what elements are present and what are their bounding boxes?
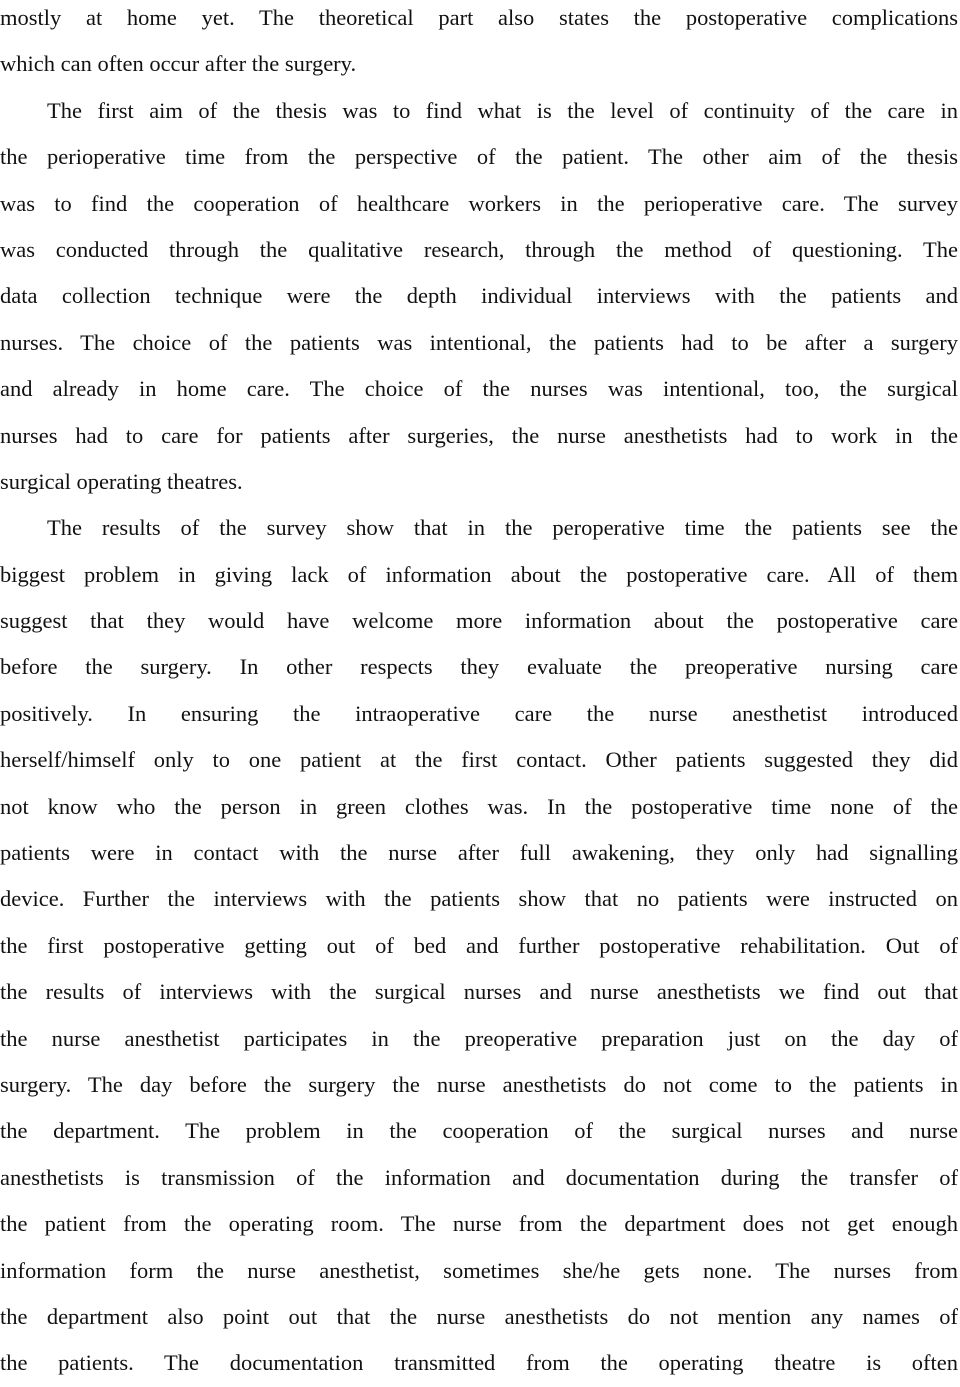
text-line: the patient from the operating room. The nurse from the department does not get enough	[0, 1211, 958, 1237]
text-line: biggest problem in giving lack of information about the postoperative care. All of them	[0, 561, 958, 587]
text-line: data collection technique were the depth individual interviews with the patients and	[0, 283, 958, 309]
text-line: surgical operating theatres.	[0, 468, 243, 494]
text-line: the department. The problem in the cooperation of the surgical nurses and nurse	[0, 1118, 958, 1144]
text-line: the department also point out that the nurse anesthetists do not mention any names of	[0, 1303, 958, 1329]
text-line: not know who the person in green clothes was. In the postoperative time none of the	[0, 793, 958, 819]
text-line: the results of interviews with the surgical nurses and nurse anesthetists we find out that	[0, 979, 958, 1005]
paragraph	[0, 505, 958, 1386]
text-line: and already in home care. The choice of the nurses was intentional, too, the surgical	[0, 376, 958, 402]
text-line: information form the nurse anesthetist, sometimes she/he gets none. The nurses from	[0, 1257, 958, 1283]
text-line: mostly at home yet. The theoretical part also states the postoperative complications	[0, 5, 958, 30]
text-line: the perioperative time from the perspective of the patient. The other aim of the thesis	[0, 144, 958, 170]
text-line: anesthetists is transmission of the information and documentation during the transfer of	[0, 1164, 958, 1190]
text-line: The first aim of the thesis was to find what is the level of continuity of the care in	[47, 97, 958, 123]
text-line: which can often occur after the surgery.	[0, 51, 357, 77]
text-line: suggest that they would have welcome more information about the postoperative care	[0, 608, 958, 634]
text-line: before the surgery. In other respects they evaluate the preoperative nursing care	[0, 654, 958, 680]
text-line: nurses. The choice of the patients was intentional, the patients had to be after a surgery	[0, 329, 958, 355]
text-line: the first postoperative getting out of bed and further postoperative rehabilitation. Out of	[0, 932, 958, 958]
text-line: surgery. The day before the surgery the nurse anesthetists do not come to the patients in	[0, 1071, 958, 1097]
text-line: herself/himself only to one patient at the first contact. Other patients suggested they did	[0, 747, 958, 773]
text-line: was conducted through the qualitative research, through the method of questioning. The	[0, 236, 958, 262]
text-line: The results of the survey show that in the peroperative time the patients see the	[47, 515, 958, 541]
paragraph	[0, 88, 958, 506]
text-line: the nurse anesthetist participates in the preoperative preparation just on the day of	[0, 1025, 958, 1051]
text-line: device. Further the interviews with the patients show that no patients were instructed on	[0, 886, 958, 912]
text-line: patients were in contact with the nurse after full awakening, they only had signalling	[0, 840, 958, 866]
text-line: positively. In ensuring the intraoperative care the nurse anesthetist introduced	[0, 700, 958, 726]
paragraph	[0, 0, 958, 88]
text-line: the patients. The documentation transmitted from the operating theatre is often	[0, 1350, 958, 1376]
text-line: was to find the cooperation of healthcare workers in the perioperative care. The survey	[0, 190, 958, 216]
text-line: nurses had to care for patients after surgeries, the nurse anesthetists had to work in the	[0, 422, 958, 448]
